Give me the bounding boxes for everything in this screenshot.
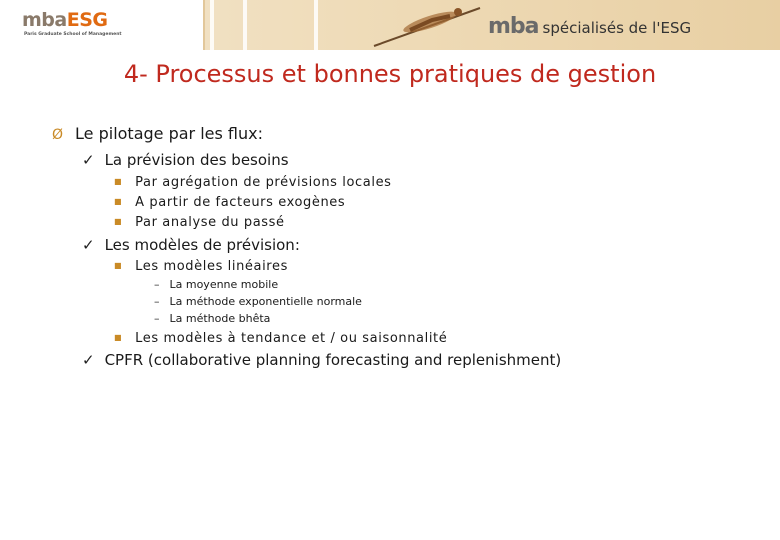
list-item: ■ Les modèles à tendance et / ou saisonnalité (114, 331, 448, 346)
checkmark-icon: ✓ (82, 351, 95, 369)
section-heading: ✓ Les modèles de prévision: (82, 236, 300, 254)
checkmark-icon: ✓ (82, 151, 95, 169)
square-bullet-icon: ■ (114, 261, 123, 270)
sub-list-item: – La méthode exponentielle normale (154, 295, 362, 308)
list-item: ■ Par agrégation de prévisions locales (114, 175, 392, 190)
arrow-bullet-icon: Ø (52, 127, 64, 143)
square-bullet-icon: ■ (114, 197, 123, 206)
logo-tagline: Paris Graduate School of Management (24, 32, 122, 37)
dash-bullet-icon: – (154, 312, 160, 325)
banner-text: spécialisés de l'ESG (542, 19, 692, 37)
mba-esg-logo (0, 0, 205, 50)
list-item: ■ Par analyse du passé (114, 215, 285, 230)
sub-list-item: – La méthode bhêta (154, 312, 271, 325)
pole-vaulter-image (370, 2, 490, 48)
main-bullet: Ø Le pilotage par les flux: (52, 124, 264, 143)
square-bullet-icon: ■ (114, 177, 123, 186)
slide-title: 4- Processus et bonnes pratiques de gestion (123, 60, 657, 88)
list-item: ■ A partir de facteurs exogènes (114, 195, 346, 210)
list-item: ■ Les modèles linéaires (114, 259, 288, 274)
banner-divider (243, 0, 247, 50)
section-heading: ✓ CPFR (collaborative planning forecasting and replenishment) (82, 351, 562, 369)
logo-esg-text: ESG (66, 9, 108, 31)
banner-divider (314, 0, 318, 50)
checkmark-icon: ✓ (82, 236, 95, 254)
banner-mba-text: mba (488, 14, 539, 39)
banner-divider (210, 0, 214, 50)
dash-bullet-icon: – (154, 278, 160, 291)
logo-mba-text: mba (22, 9, 67, 31)
dash-bullet-icon: – (154, 295, 160, 308)
square-bullet-icon: ■ (114, 333, 123, 342)
header-banner (0, 0, 780, 50)
square-bullet-icon: ■ (114, 217, 123, 226)
section-heading: ✓ La prévision des besoins (82, 151, 289, 169)
sub-list-item: – La moyenne mobile (154, 278, 279, 291)
banner-tagline (488, 14, 691, 39)
